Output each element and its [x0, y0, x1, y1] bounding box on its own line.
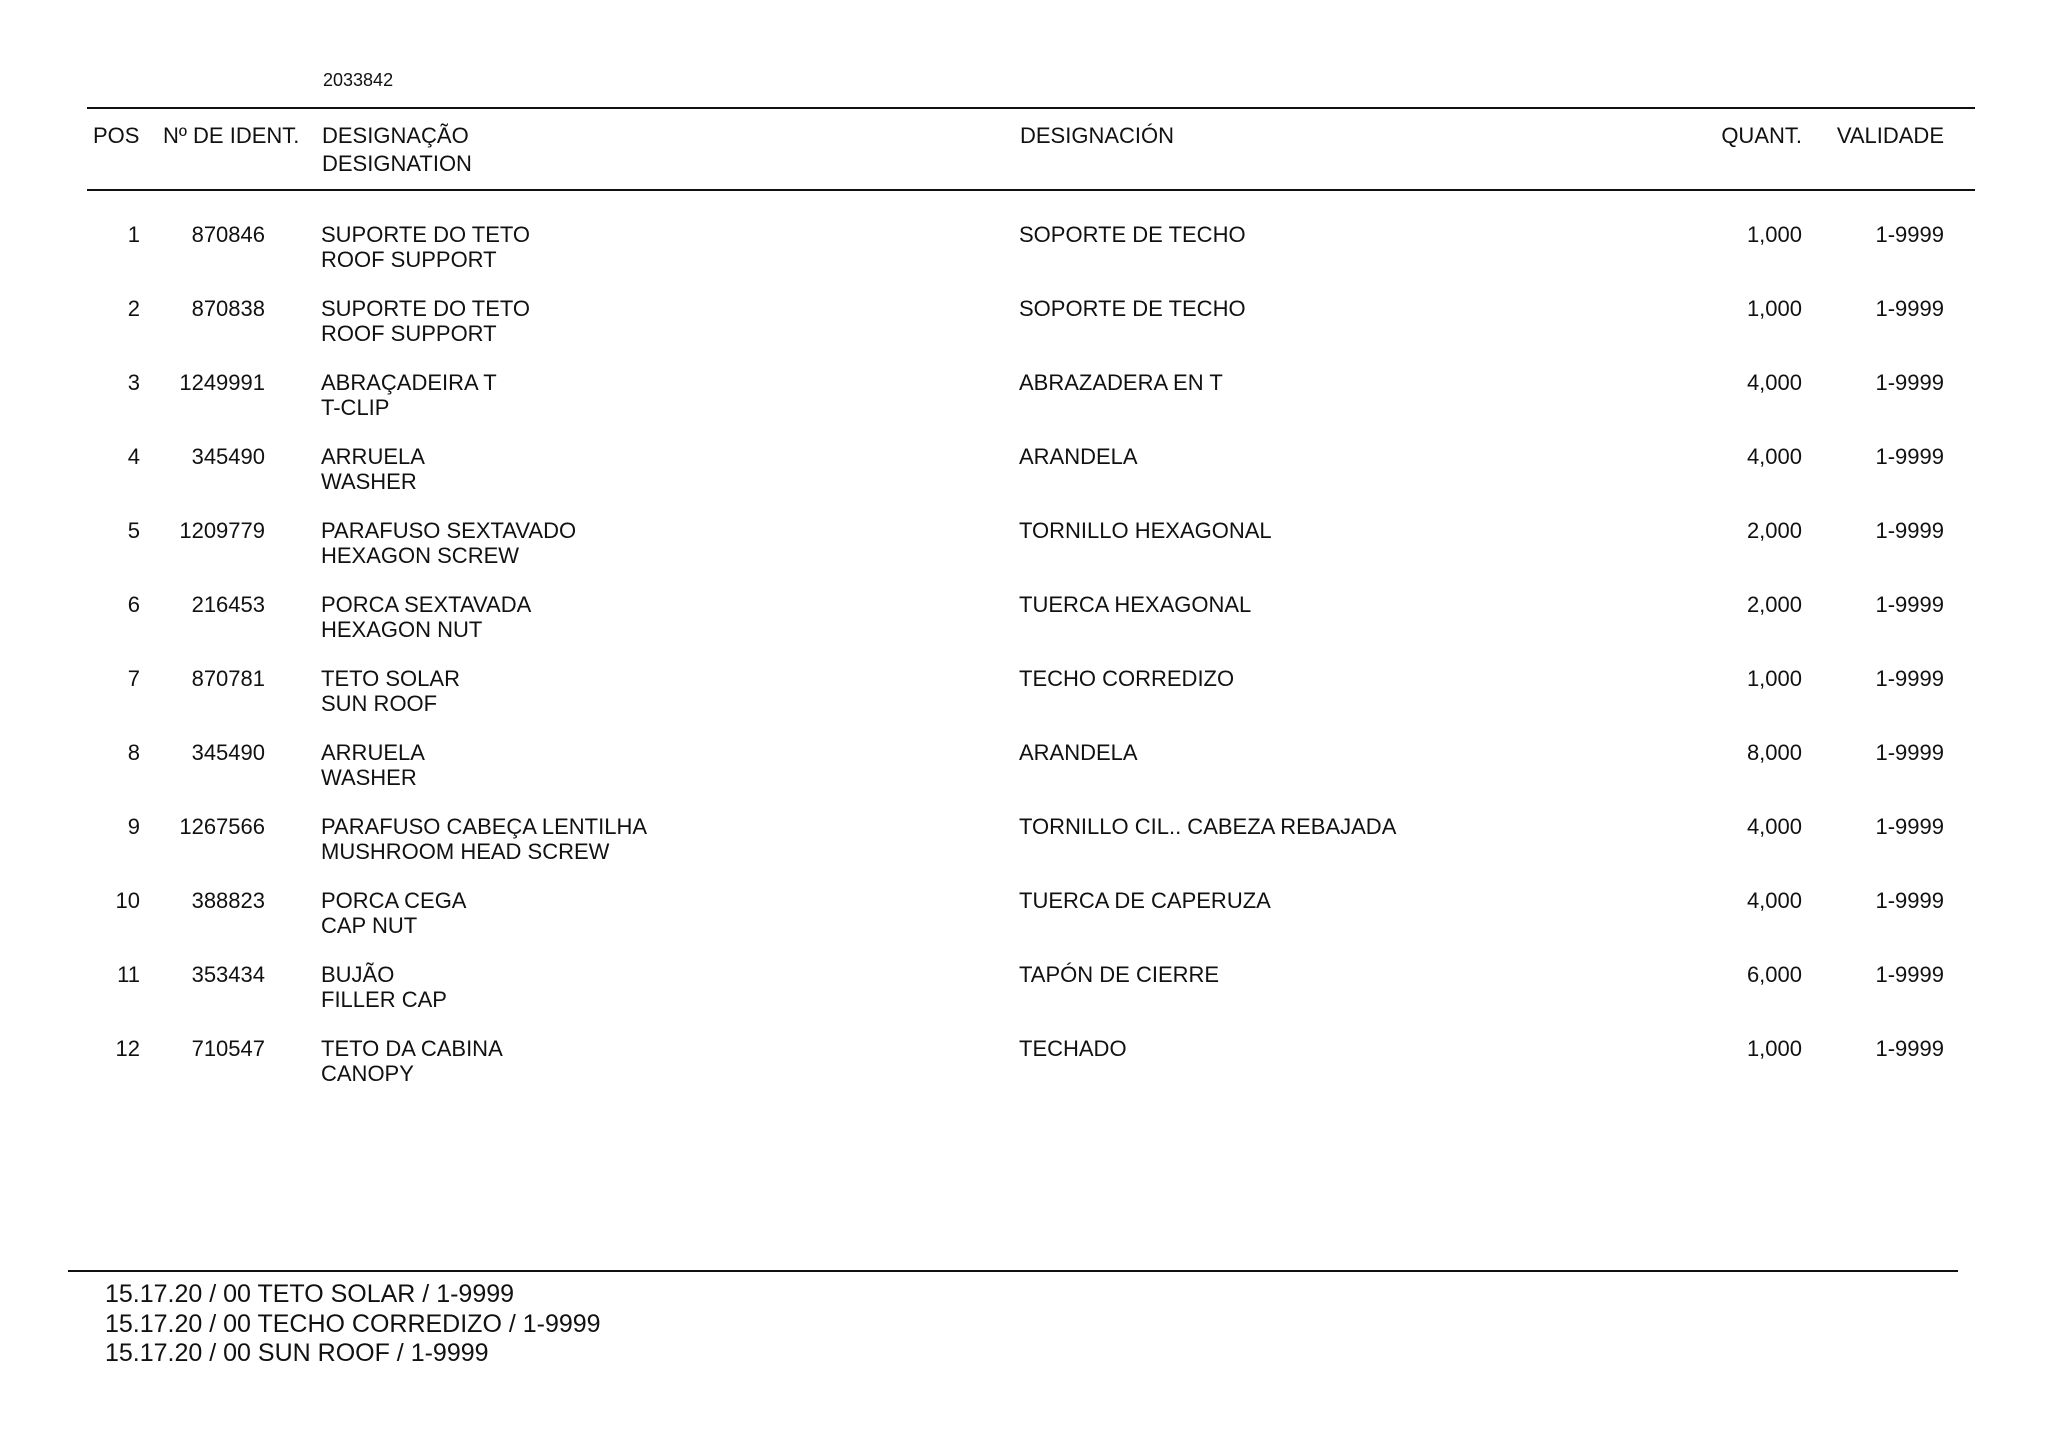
row-designation: [321, 740, 425, 790]
table-row: [0, 740, 2048, 814]
row-designation-es: ARANDELA: [1019, 444, 1138, 469]
header-divider: [87, 189, 1975, 191]
column-header-validade: VALIDADE: [1836, 123, 1944, 148]
row-pos: 2: [127, 296, 140, 321]
column-header-designation: [322, 122, 472, 178]
row-designation-es: TORNILLO CIL.. CABEZA REBAJADA: [1019, 814, 1397, 839]
row-ident: 345490: [191, 740, 265, 765]
row-quant: 4,000: [1746, 444, 1802, 469]
row-ident: 870838: [191, 296, 265, 321]
row-validade: 1-9999: [1875, 296, 1944, 321]
row-designation-es: SOPORTE DE TECHO: [1019, 296, 1246, 321]
row-validade: 1-9999: [1875, 222, 1944, 247]
table-row: [0, 1036, 2048, 1110]
row-quant: 2,000: [1746, 518, 1802, 543]
row-designation-pt: PARAFUSO SEXTAVADO: [321, 518, 577, 543]
row-designation-es: TUERCA HEXAGONAL: [1019, 592, 1252, 617]
row-designation-es: TUERCA DE CAPERUZA: [1019, 888, 1271, 913]
row-validade: 1-9999: [1875, 740, 1944, 765]
row-designation: [321, 444, 425, 494]
document-number: 2033842: [323, 70, 394, 90]
row-pos: 3: [127, 370, 140, 395]
row-quant: 1,000: [1746, 1036, 1802, 1061]
row-quant: 8,000: [1746, 740, 1802, 765]
row-ident: 710547: [191, 1036, 265, 1061]
row-designation-es: TECHO CORREDIZO: [1019, 666, 1235, 691]
row-designation-es: TAPÓN DE CIERRE: [1019, 962, 1220, 987]
row-ident: 870781: [191, 666, 265, 691]
row-designation-en: CAP NUT: [321, 913, 418, 938]
footer-line: 15.17.20 / 00 SUN ROOF / 1-9999: [105, 1339, 489, 1367]
row-pos: 7: [127, 666, 140, 691]
row-designation: [321, 518, 576, 568]
row-designation: [321, 370, 497, 420]
row-quant: 1,000: [1746, 666, 1802, 691]
row-pos: 12: [115, 1036, 140, 1061]
row-designation-pt: BUJÃO: [321, 962, 395, 987]
table-row: [0, 222, 2048, 296]
row-designation-es: ARANDELA: [1019, 740, 1138, 765]
row-designation-pt: SUPORTE DO TETO: [321, 222, 531, 247]
row-pos: 1: [127, 222, 140, 247]
table-row: [0, 370, 2048, 444]
row-ident: 216453: [191, 592, 265, 617]
row-quant: 4,000: [1746, 370, 1802, 395]
table-row: [0, 518, 2048, 592]
row-designation-pt: ARRUELA: [321, 444, 425, 469]
row-validade: 1-9999: [1875, 666, 1944, 691]
column-header-designacion: DESIGNACIÓN: [1020, 123, 1175, 148]
row-designation: [321, 888, 466, 938]
row-designation-pt: ARRUELA: [321, 740, 425, 765]
row-validade: 1-9999: [1875, 592, 1944, 617]
column-header-designacao: DESIGNAÇÃO: [322, 123, 469, 148]
table-row: [0, 592, 2048, 666]
row-designation-en: SUN ROOF: [321, 691, 438, 716]
row-designation: [321, 814, 647, 864]
row-pos: 9: [127, 814, 140, 839]
footer-line: 15.17.20 / 00 TETO SOLAR / 1-9999: [105, 1280, 515, 1308]
row-quant: 1,000: [1746, 222, 1802, 247]
row-designation: [321, 962, 447, 1012]
column-header-quant: QUANT.: [1721, 123, 1802, 148]
table-row: [0, 814, 2048, 888]
row-quant: 4,000: [1746, 888, 1802, 913]
row-designation: [321, 666, 460, 716]
row-pos: 6: [127, 592, 140, 617]
row-designation-en: T-CLIP: [321, 395, 390, 420]
table-row: [0, 666, 2048, 740]
table-row: [0, 888, 2048, 962]
row-designation-pt: PARAFUSO CABEÇA LENTILHA: [321, 814, 648, 839]
row-designation-en: MUSHROOM HEAD SCREW: [321, 839, 610, 864]
row-designation-en: HEXAGON SCREW: [321, 543, 520, 568]
row-designation-pt: ABRAÇADEIRA T: [321, 370, 497, 395]
row-quant: 2,000: [1746, 592, 1802, 617]
row-ident: 1209779: [179, 518, 265, 543]
row-designation-es: TORNILLO HEXAGONAL: [1019, 518, 1272, 543]
footer-line: 15.17.20 / 00 TECHO CORREDIZO / 1-9999: [105, 1309, 601, 1338]
row-designation: [321, 592, 531, 642]
row-designation-es: ABRAZADERA EN T: [1019, 370, 1223, 395]
row-designation-pt: TETO SOLAR: [321, 666, 460, 691]
row-designation-es: TECHADO: [1019, 1036, 1127, 1061]
row-designation-en: FILLER CAP: [321, 987, 447, 1012]
row-ident: 1267566: [179, 814, 265, 839]
row-quant: 6,000: [1746, 962, 1802, 987]
row-ident: 345490: [191, 444, 265, 469]
row-pos: 5: [127, 518, 140, 543]
row-designation-pt: PORCA CEGA: [321, 888, 467, 913]
column-header-pos: POS: [93, 123, 140, 148]
row-ident: 388823: [191, 888, 265, 913]
row-quant: 4,000: [1746, 814, 1802, 839]
column-header-ident: Nº DE IDENT.: [163, 123, 300, 148]
row-validade: 1-9999: [1875, 518, 1944, 543]
table-row: [0, 444, 2048, 518]
row-quant: 1,000: [1746, 296, 1802, 321]
row-pos: 11: [117, 962, 140, 987]
row-designation-en: WASHER: [321, 765, 417, 790]
row-designation-en: WASHER: [321, 469, 417, 494]
row-pos: 10: [115, 888, 140, 913]
row-designation-en: CANOPY: [321, 1061, 414, 1086]
row-designation-es: SOPORTE DE TECHO: [1019, 222, 1246, 247]
row-designation-pt: SUPORTE DO TETO: [321, 296, 531, 321]
row-validade: 1-9999: [1875, 444, 1944, 469]
row-validade: 1-9999: [1875, 888, 1944, 913]
row-designation-en: HEXAGON NUT: [321, 617, 483, 642]
row-designation-en: ROOF SUPPORT: [321, 247, 497, 272]
row-ident: 1249991: [179, 370, 265, 395]
top-divider: [87, 107, 1975, 109]
row-designation: [321, 1036, 503, 1086]
footer-divider: [68, 1270, 1958, 1272]
table-row: [0, 296, 2048, 370]
row-designation-pt: PORCA SEXTAVADA: [321, 592, 532, 617]
row-pos: 4: [127, 444, 140, 469]
table-row: [0, 962, 2048, 1036]
row-ident: 870846: [191, 222, 265, 247]
row-designation-pt: TETO DA CABINA: [321, 1036, 503, 1061]
row-designation: [321, 296, 530, 346]
row-validade: 1-9999: [1875, 962, 1944, 987]
row-validade: 1-9999: [1875, 814, 1944, 839]
row-validade: 1-9999: [1875, 1036, 1944, 1061]
footer-references: [105, 1280, 601, 1369]
row-pos: 8: [127, 740, 140, 765]
row-designation-en: ROOF SUPPORT: [321, 321, 497, 346]
row-ident: 353434: [191, 962, 265, 987]
column-header-designation-en: DESIGNATION: [322, 151, 472, 176]
parts-table-body: [0, 222, 2048, 1110]
row-validade: 1-9999: [1875, 370, 1944, 395]
row-designation: [321, 222, 530, 272]
